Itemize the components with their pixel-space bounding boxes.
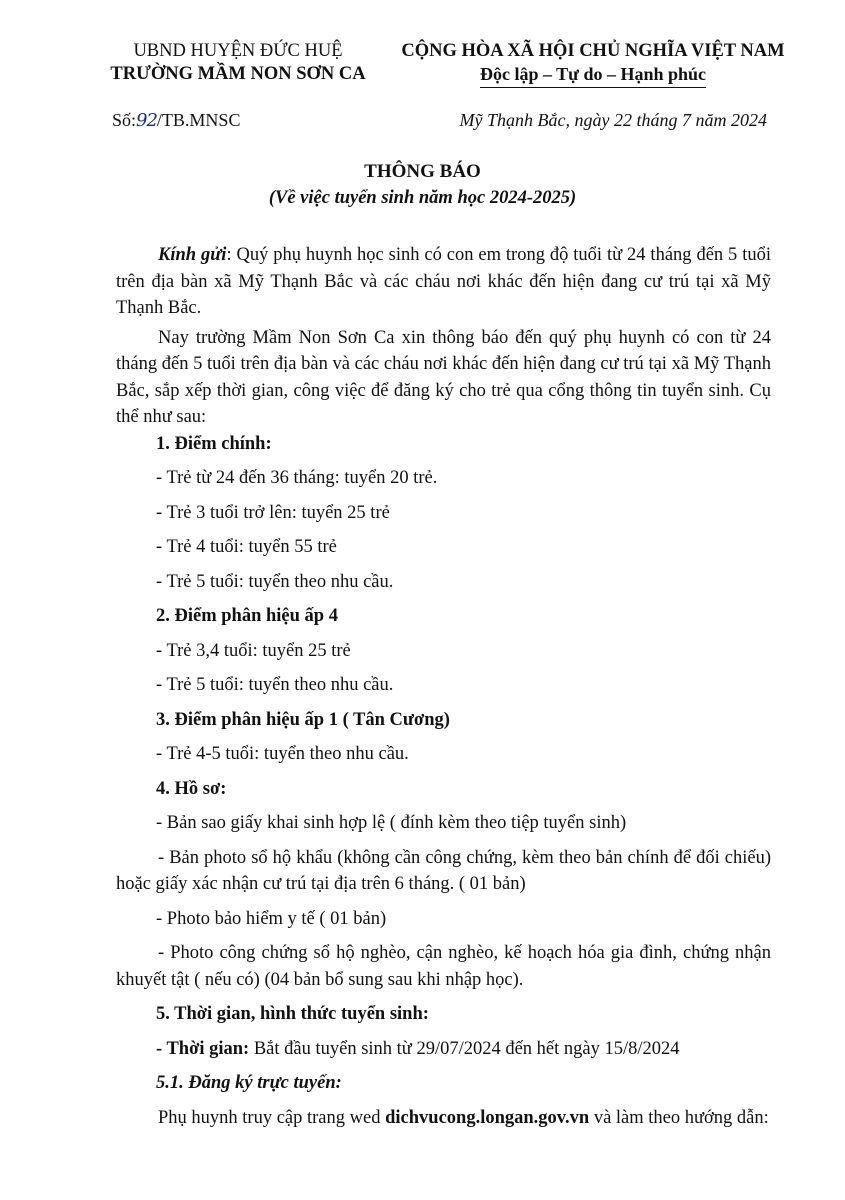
issuer-block [108,40,368,86]
list-item: - Trẻ 5 tuổi: tuyển theo nhu cầu. [156,675,394,695]
motto-underline [480,87,706,88]
place-date: Mỹ Thạnh Bắc, ngày 22 tháng 7 năm 2024 [459,110,767,130]
intro-paragraph: Nay trường Mầm Non Sơn Ca xin thông báo đến quý phụ huynh có con từ 24 tháng đến 5 tuổi trên địa bàn và các cháu nơi khác đến hiện đang cư trú tại xã Mỹ Thạnh Bắc, sắp xếp thời gian, công việc để đăng ký cho trẻ qua cổng thông tin tuyển sinh. Cụ thể như sau: [116,327,771,427]
document-subtitle: (Về việc tuyển sinh năm học 2024-2025) [268,188,577,208]
document-number [112,110,240,131]
online-site: dichvucong.longan.gov.vn [385,1107,590,1128]
school-name: TRƯỜNG MẦM NON SƠN CA [110,64,366,84]
online-paragraph [116,1105,771,1132]
section5-1-heading: 5.1. Đăng ký trực tuyến: [156,1073,342,1093]
list-item: - Bản sao giấy khai sinh hợp lệ ( đính kèm theo tiệp tuyển sinh) [156,813,627,833]
list-item: - Trẻ 5 tuổi: tuyển theo nhu cầu. [156,571,394,592]
number-handwritten: 92 [136,110,157,131]
list-item: - Trẻ 3,4 tuổi: tuyển 25 trẻ [156,640,351,661]
document-title: THÔNG BÁO [364,161,481,182]
online-prefix: Phụ huynh truy cập trang wed [158,1107,386,1128]
agency-name: UBND HUYỆN ĐỨC HUỆ [133,41,343,61]
number-suffix: /TB.MNSC [156,110,241,130]
time-line [116,1036,771,1063]
list-item: - Trẻ từ 24 đến 36 tháng: tuyển 20 trẻ. [156,468,438,488]
greeting-text: : Quý phụ huynh học sinh có con em trong độ tuổi từ 24 tháng đến 5 tuổi trên địa bàn xã Mỹ Thạnh Bắc và các cháu nơi khác đến hiện đang cư trú tại xã Mỹ Thạnh Bắc. [116,245,771,318]
nation-name: CỘNG HÒA XÃ HỘI CHỦ NGHĨA VIỆT NAM [401,41,785,61]
section3-heading: 3. Điểm phân hiệu ấp 1 ( Tân Cương) [156,709,450,730]
number-prefix: Số: [112,110,137,130]
section4-heading: 4. Hồ sơ: [156,778,227,799]
greeting-label: Kính gửi [158,245,227,265]
greeting-paragraph [116,242,771,322]
list-item: - Photo công chứng sổ hộ nghèo, cận nghèo, kế hoạch hóa gia đình, chứng nhận khuyết tật ( nếu có) (04 bản bổ sung sau khi nhập học). [116,943,771,990]
list-item: - Photo bảo hiểm y tế ( 01 bản) [156,908,387,929]
motto-text: Độc lập – Tự do – Hạnh phúc [479,64,707,84]
online-suffix: và làm theo hướng dẫn: [589,1107,769,1128]
document-body [116,242,771,1131]
list-item: - Trẻ 4-5 tuổi: tuyển theo nhu cầu. [156,744,409,764]
time-label: - Thời gian: [156,1038,250,1059]
section1-heading: 1. Điểm chính: [156,433,272,454]
section2-heading: 2. Điểm phân hiệu ấp 4 [156,606,338,626]
national-header [388,40,798,88]
section5-heading: 5. Thời gian, hình thức tuyển sinh: [156,1004,429,1024]
list-item: - Trẻ 4 tuổi: tuyển 55 trẻ [156,537,337,557]
time-text: Bắt đầu tuyển sinh từ 29/07/2024 đến hết ngày 15/8/2024 [249,1038,680,1059]
motto [480,63,706,88]
list-item: - Trẻ 3 tuổi trở lên: tuyển 25 trẻ [156,502,390,523]
list-item: - Bản photo sổ hộ khẩu (không cần công chứng, kèm theo bản chính để đối chiếu) hoặc giấy xác nhận cư trú tại địa trên 6 tháng. ( 01 bản) [116,847,771,894]
